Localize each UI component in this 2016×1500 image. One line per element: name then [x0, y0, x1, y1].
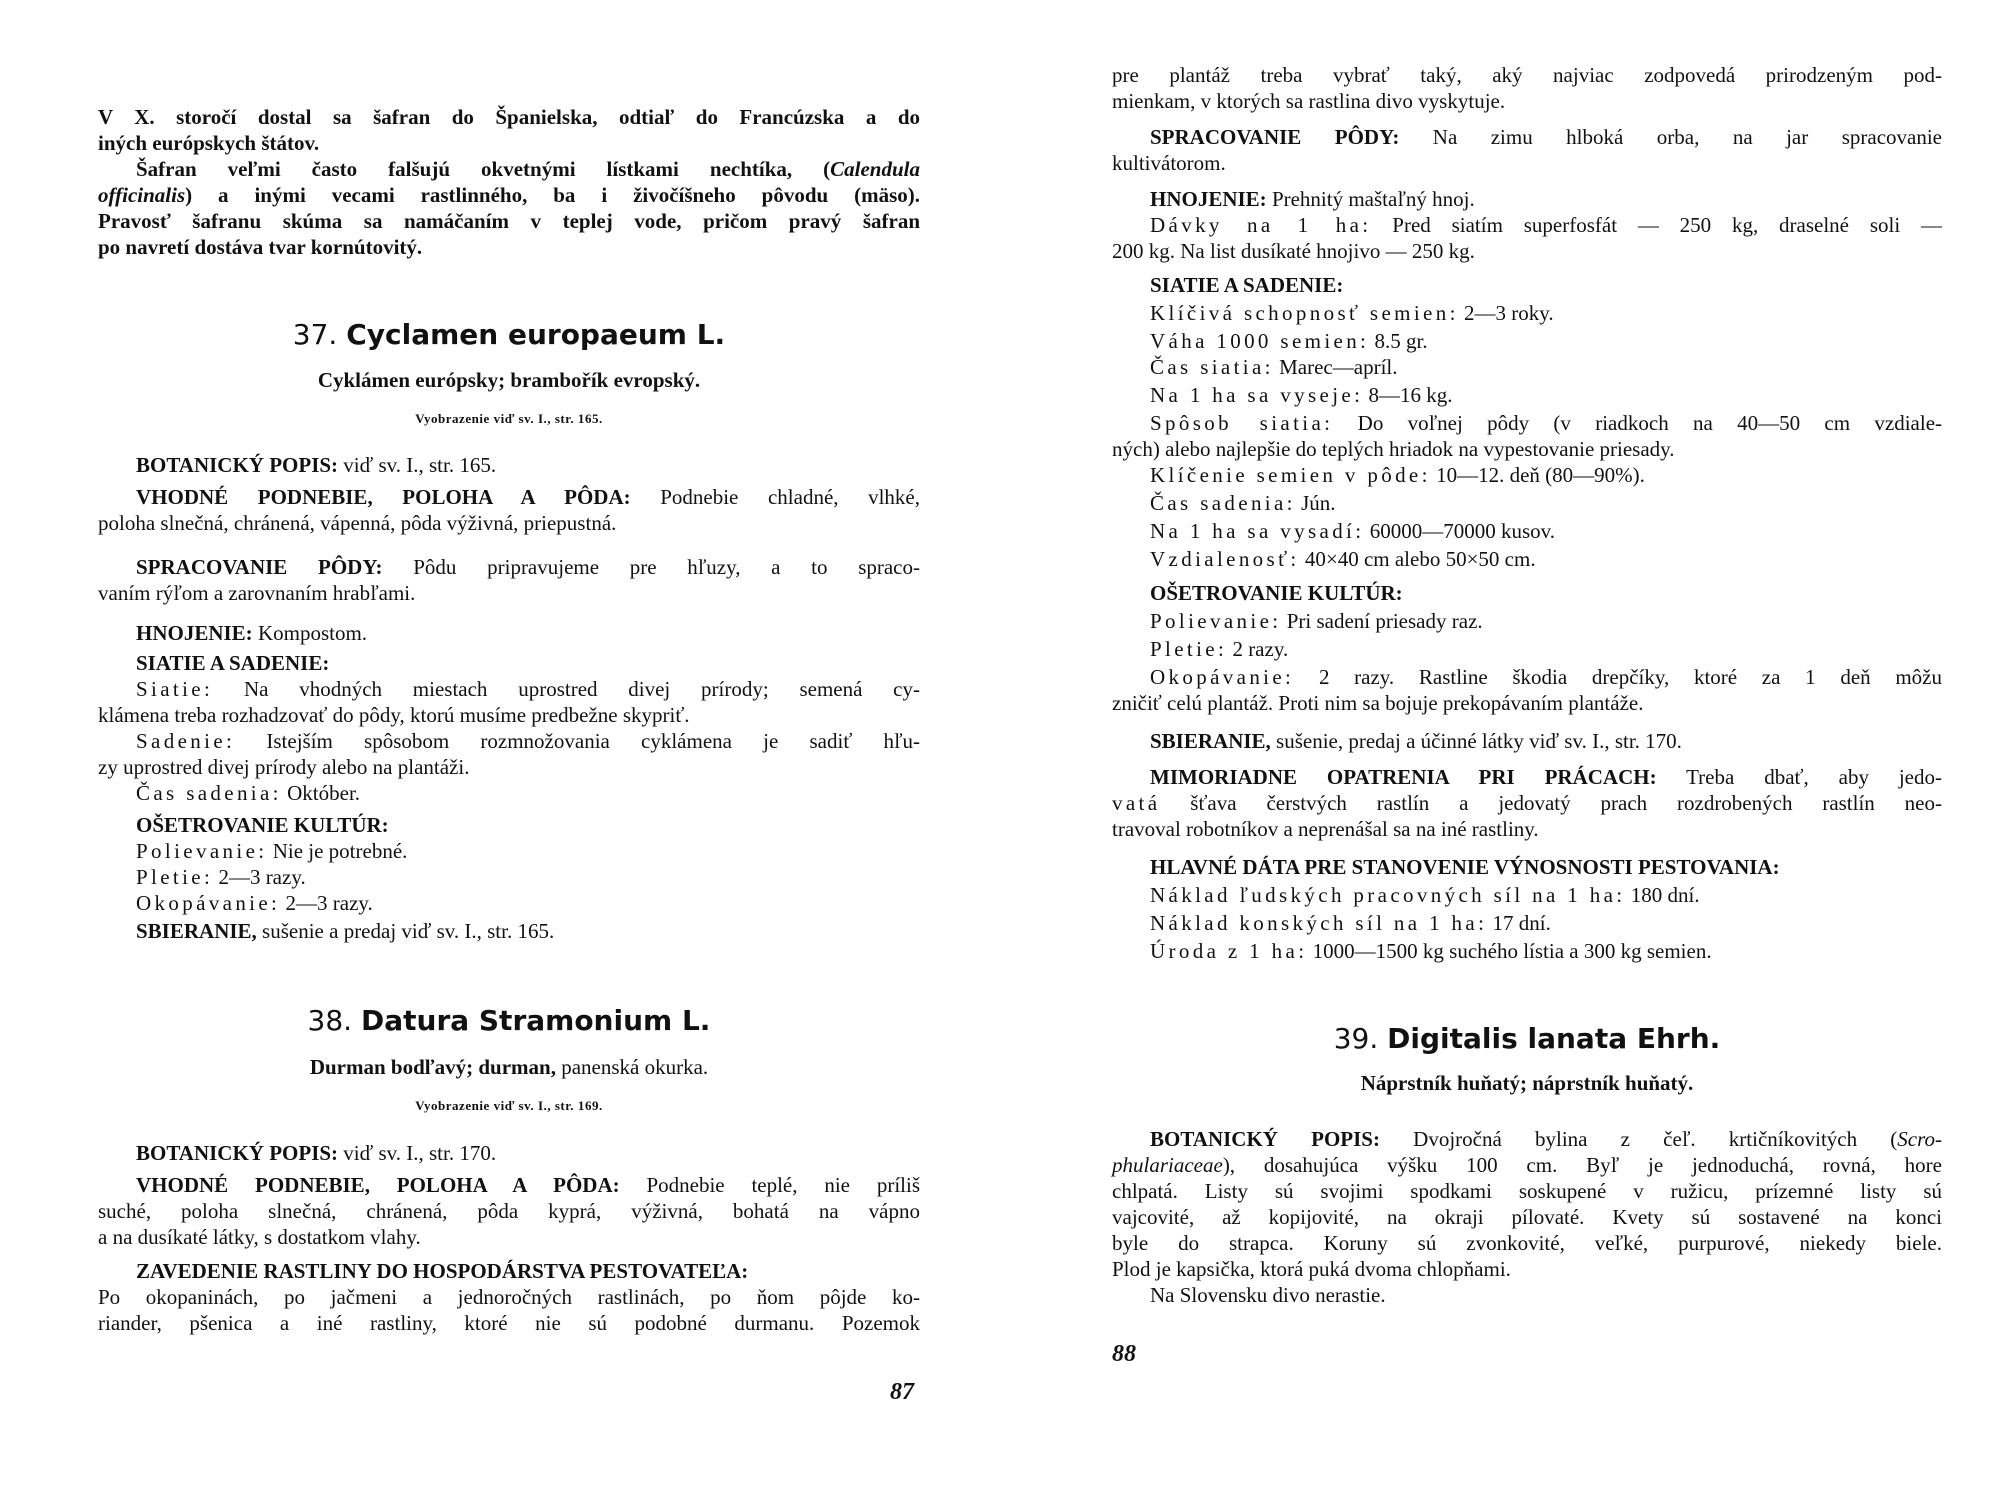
s39-botanicky-4: vajcovité, až kopijovité, na okraji pílovaté. Kvety sú sostavené na konci [1112, 1205, 1942, 1229]
s37-vhodne-2: poloha slnečná, chránená, vápenná, pôda výživná, priepustná. [98, 511, 617, 535]
r-mimoriadne-2: vatá šťava čerstvých rastlín a jedovatý prach rozdrobených rastlín neo- [1112, 791, 1942, 815]
s37-spracovanie-1: SPRACOVANIE PÔDY: Pôdu pripravujeme pre hľuzy, a to spraco- [136, 555, 921, 579]
r-okopavanie-2: zničiť celú plantáž. Proti nim sa bojuje prekopávaním plantáže. [1112, 691, 1644, 715]
r-sposob-2: ných) alebo najlepšie do teplých hriadok na vypestovanie priesady. [1112, 437, 1675, 461]
section-38-heading: 38. Datura Stramonium L. [307, 1004, 711, 1037]
r-sbieranie: SBIERANIE, sušenie, predaj a účinné látky viď sv. I., str. 170. [1150, 729, 1682, 753]
r-klicenie: Klíčenie semien v pôde: 10—12. deň (80—90%). [1150, 463, 1645, 487]
section-37-illustration-ref: Vyobrazenie viď sv. I., str. 165. [415, 411, 603, 426]
s39-botanicky-5: byle do strapca. Koruny sú zvonkovité, veľké, purpurové, niekedy biele. [1112, 1231, 1942, 1255]
s37-cas-sadenia: Čas sadenia: Október. [136, 781, 361, 805]
r-vysadi: Na 1 ha sa vysadí: 60000—70000 kusov. [1150, 519, 1556, 543]
right-page-number: 88 [1112, 1341, 1136, 1367]
s39-botanicky-2: phulariaceae), dosahujúca výšku 100 cm. Byľ je jednoduchá, rovná, hore [1112, 1153, 1942, 1177]
left-page-number: 87 [890, 1379, 914, 1405]
s38-vhodne-1: VHODNÉ PODNEBIE, POLOHA A PÔDA: Podnebie teplé, nie príliš [136, 1173, 920, 1197]
section-37-subtitle: Cyklámen európsky; brambořík evropský. [317, 368, 701, 392]
r-sposob-1: Spôsob siatia: Do voľnej pôdy (v riadkoch na 40—50 cm vzdiale- [1150, 411, 1943, 435]
r-hnojenie: HNOJENIE: Prehnitý maštaľný hnoj. [1150, 187, 1475, 211]
section-39-heading: 39. Digitalis lanata Ehrh. [1333, 1022, 1721, 1055]
r-cas-sadenia: Čas sadenia: Jún. [1150, 491, 1336, 515]
s37-siatie-heading: SIATIE A SADENIE: [136, 651, 330, 675]
s38-vhodne-3: a na dusíkaté látky, s dostatkom vlahy. [98, 1225, 421, 1249]
r-naklad-konskych: Náklad konských síl na 1 ha: 17 dní. [1150, 911, 1551, 935]
s37-siatie-1: Siatie: Na vhodných miestach uprostred divej prírody; semená cy- [136, 677, 920, 701]
r-spracovanie-2: kultivátorom. [1112, 151, 1226, 175]
r-pletie: Pletie: 2 razy. [1150, 637, 1289, 661]
s38-vhodne-2: suché, poloha slnečná, chránená, pôda kyprá, výživná, bohatá na vápno [98, 1199, 920, 1223]
r-davky-2: 200 kg. Na list dusíkaté hnojivo — 250 kg. [1112, 239, 1475, 263]
r-uroda: Úroda z 1 ha: 1000—1500 kg suchého lístia a 300 kg semien. [1150, 939, 1712, 963]
s38-botanicky: BOTANICKÝ POPIS: viď sv. I., str. 170. [136, 1141, 497, 1165]
s37-osetrovanie-heading: OŠETROVANIE KULTÚR: [136, 813, 389, 837]
section-38-subtitle: Durman bodľavý; durman, panenská okurka. [309, 1055, 709, 1079]
s37-okopavanie: Okopávanie: 2—3 razy. [136, 891, 373, 915]
s37-sbieranie: SBIERANIE, sušenie a predaj viď sv. I., str. 165. [136, 919, 555, 943]
s37-polievanie: Polievanie: Nie je potrebné. [136, 839, 408, 863]
r-mimoriadne-3: travoval robotníkov a neprenášal sa na iné rastliny. [1112, 817, 1539, 841]
section-38-illustration-ref: Vyobrazenie viď sv. I., str. 169. [415, 1098, 603, 1113]
intro-line-3: Šafran veľmi často falšujú okvetnými lístkami nechtíka, (Calendula [136, 157, 920, 181]
s37-sadenie-2: zy uprostred divej prírody alebo na plantáži. [98, 755, 470, 779]
r-cont-1: pre plantáž treba vybrať taký, aký najviac zodpovedá prirodzeným pod- [1112, 63, 1942, 87]
intro-line-1: V X. storočí dostal sa šafran do Španielska, odtiaľ do Francúzska a do [98, 105, 920, 129]
r-klicivost: Klíčivá schopnosť semien: 2—3 roky. [1150, 301, 1554, 325]
intro-line-2: iných európskych štátov. [98, 131, 320, 155]
r-osetrovanie-heading: OŠETROVANIE KULTÚR: [1150, 581, 1403, 605]
s39-botanicky-1: BOTANICKÝ POPIS: Dvojročná bylina z čeľ. krtičníkovitých (Scro- [1150, 1127, 1942, 1151]
r-polievanie: Polievanie: Pri sadení priesady raz. [1150, 609, 1483, 633]
s37-pletie: Pletie: 2—3 razy. [136, 865, 306, 889]
r-cas-siatia: Čas siatia: Marec—apríl. [1150, 355, 1398, 379]
s38-zavedenie-heading: ZAVEDENIE RASTLINY DO HOSPODÁRSTVA PESTOVATEĽA: [136, 1259, 749, 1283]
intro-line-5: Pravosť šafranu skúma sa namáčaním v teplej vode, pričom pravý šafran [98, 209, 920, 233]
s38-zavedenie-2: riander, pšenica a iné rastliny, ktoré nie sú podobné durmanu. Pozemok [98, 1311, 920, 1335]
r-okopavanie-1: Okopávanie: 2 razy. Rastline škodia drepčíky, ktoré za 1 deň môžu [1150, 665, 1942, 689]
s37-siatie-2: klámena treba rozhadzovať do pôdy, ktorú musíme predbežne skypriť. [98, 703, 690, 727]
s39-botanicky-6: Plod je kapsička, ktorá puká dvoma chlopňami. [1112, 1257, 1511, 1281]
s37-hnojenie: HNOJENIE: Kompostom. [136, 621, 368, 645]
r-vaha: Váha 1000 semien: 8.5 gr. [1150, 329, 1428, 353]
s39-botanicky-7: Na Slovensku divo nerastie. [1150, 1283, 1386, 1307]
intro-line-4: officinalis) a inými vecami rastlinného, ba i živočíšneho pôvodu (mäso). [98, 183, 920, 207]
s39-botanicky-3: chlpatá. Listy sú svojimi spodkami soskupené v ružicu, prízemné listy sú [1112, 1179, 1942, 1203]
s38-zavedenie-1: Po okopaninách, po jačmeni a jednoročných rastlinách, po ňom pôjde ko- [98, 1285, 920, 1309]
s37-spracovanie-2: vaním rýľom a zarovnaním hrabľami. [98, 581, 416, 605]
intro-line-6: po navretí dostáva tvar kornútovitý. [98, 235, 423, 259]
r-hlavne-heading: HLAVNÉ DÁTA PRE STANOVENIE VÝNOSNOSTI PESTOVANIA: [1150, 855, 1780, 879]
section-37-heading: 37. Cyclamen europaeum L. [292, 318, 726, 351]
r-vyseje: Na 1 ha sa vyseje: 8—16 kg. [1150, 383, 1453, 407]
r-naklad-ludskych: Náklad ľudských pracovných síl na 1 ha: 180 dní. [1150, 883, 1700, 907]
r-cont-2: mienkam, v ktorých sa rastlina divo vyskytuje. [1112, 89, 1506, 113]
r-davky-1: Dávky na 1 ha: Pred siatím superfosfát — 250 kg, draselné soli — [1150, 213, 1942, 237]
r-vzdialenost: Vzdialenosť: 40×40 cm alebo 50×50 cm. [1150, 547, 1536, 571]
s37-sadenie-1: Sadenie: Istejším spôsobom rozmnožovania cyklámena je sadiť hľu- [136, 729, 920, 753]
r-spracovanie-1: SPRACOVANIE PÔDY: Na zimu hlboká orba, na jar spracovanie [1150, 125, 1942, 149]
s37-vhodne-1: VHODNÉ PODNEBIE, POLOHA A PÔDA: Podnebie chladné, vlhké, [136, 485, 921, 509]
r-mimoriadne-1: MIMORIADNE OPATRENIA PRI PRÁCACH: Treba dbať, aby jedo- [1150, 765, 1942, 789]
r-siatie-heading: SIATIE A SADENIE: [1150, 273, 1344, 297]
section-39-subtitle: Náprstník huňatý; náprstník huňatý. [1360, 1071, 1694, 1095]
s37-botanicky: BOTANICKÝ POPIS: viď sv. I., str. 165. [136, 453, 497, 477]
